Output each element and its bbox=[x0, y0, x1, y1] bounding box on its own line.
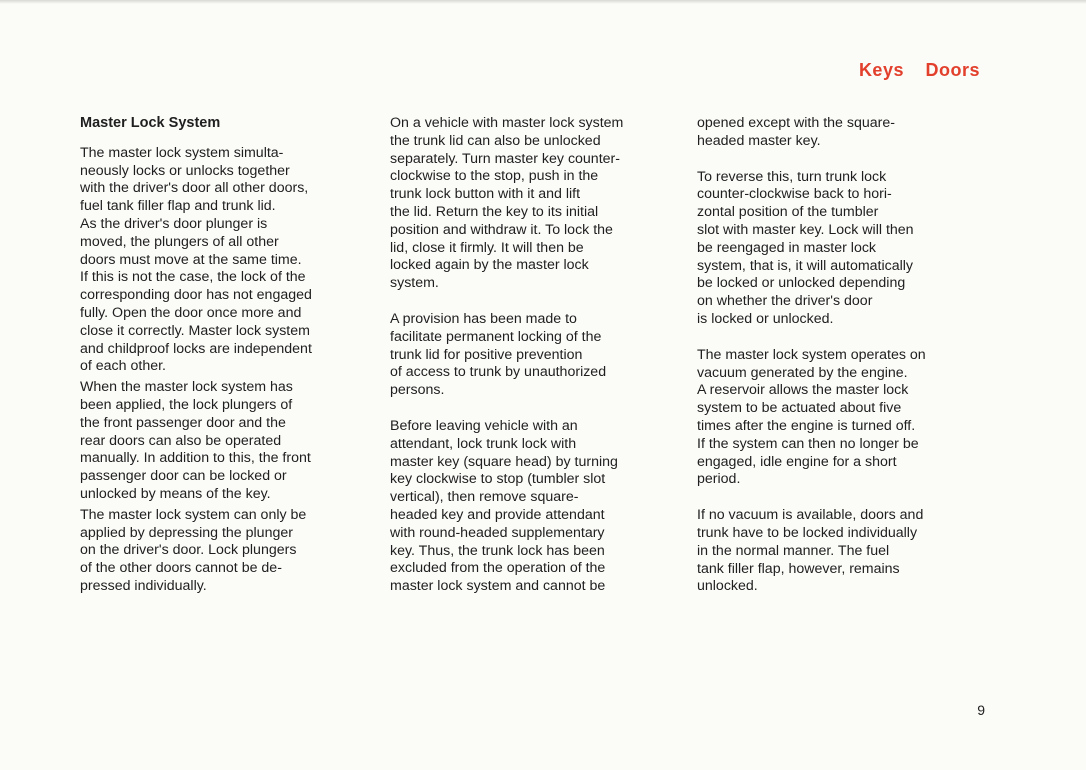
paragraph: To reverse this, turn trunk lock counter-clockwise back to hori- zontal position of the tumbler slot with master key. Lock will then be reengaged in master lock system, that is, it will automatically be locked or unlocked depending on whether the driver's door is locked or unlocked. bbox=[697, 168, 914, 327]
section-heading: Master Lock System bbox=[80, 115, 221, 131]
text-column-3 bbox=[697, 115, 982, 614]
paragraph: A provision has been made to facilitate permanent locking of the trunk lid for positive prevention of access to trunk by unauthorized persons. bbox=[390, 310, 607, 399]
section-header bbox=[843, 60, 980, 81]
paragraph: On a vehicle with master lock system the trunk lid can also be unlocked separately. Turn master key counter- clockwise to the stop, push in the trunk lock button with it and lift the lid. Return the key to its initial position and withdraw it. To lock the lid, close it firmly. It will then be locked again by the master lock system. bbox=[390, 115, 624, 292]
top-rule bbox=[0, 0, 1086, 4]
text-column-1 bbox=[80, 115, 370, 614]
section-title-keys: Keys bbox=[858, 60, 904, 80]
paragraph: opened except with the square- headed master key. bbox=[697, 115, 895, 149]
paragraph: The master lock system can only be applied by depressing the plunger on the driver's door. Lock plungers of the other doors cannot be de- pressed individually. bbox=[80, 506, 307, 594]
paragraph: Before leaving vehicle with an attendant, lock trunk lock with master key (square head) by turning key clockwise to stop (tumbler slot vertical), then remove square- headed key and provide attendant with round-headed supplementary key. Thus, the trunk lock has been excluded from the operation of the master lock system and cannot be bbox=[390, 417, 618, 595]
page-number: 9 bbox=[977, 702, 985, 718]
paragraph: If no vacuum is available, doors and trunk have to be locked individually in the normal manner. The fuel tank filler flap, however, remains unlocked. bbox=[697, 507, 924, 595]
paragraph: When the master lock system has been applied, the lock plungers of the front passenger door and the rear doors can also be operated manually. In addition to this, the front passenger door can be locked or unlocked by means of the key. bbox=[80, 379, 311, 502]
paragraph: The master lock system operates on vacuum generated by the engine. A reservoir allows the master lock system to be actuated about five times after the engine is turned off. If the system can then no longer be engaged, idle engine for a short period. bbox=[697, 346, 926, 488]
text-column-2 bbox=[390, 115, 685, 614]
section-title-doors: Doors bbox=[925, 60, 980, 80]
paragraph: The master lock system simulta- neously locks or unlocks together with the driver's door all other doors, fuel tank filler flap and trunk lid. As the driver's door plunger is moved, the plungers of all other doors must move at the same time. If this is not the case, the lock of the corresponding door has not engaged fully. Open the door once more and close it correctly. Master lock system and childproof locks are independent of each other. bbox=[80, 144, 312, 375]
